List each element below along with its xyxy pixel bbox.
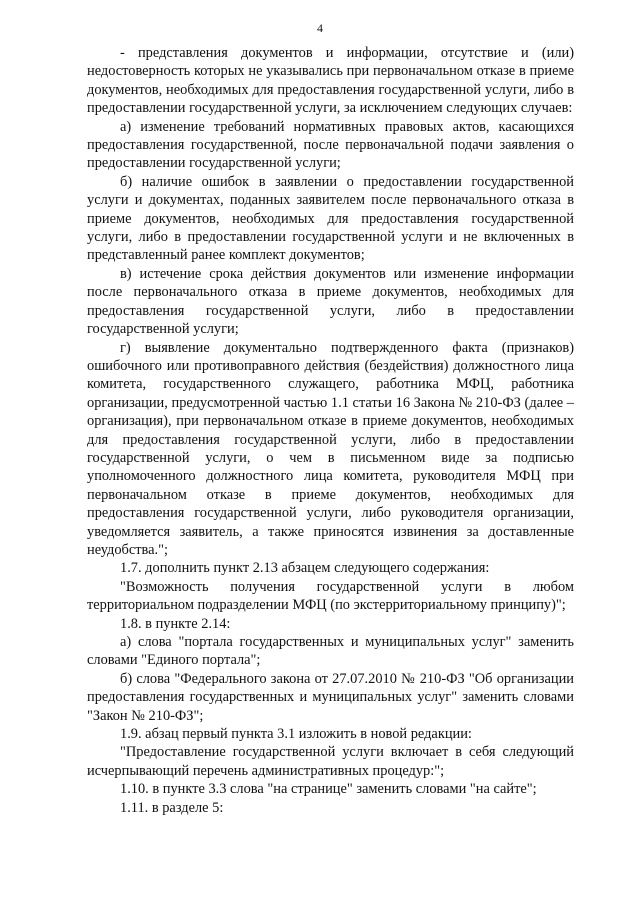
paragraph-5: г) выявление документально подтвержденного факта (признаков) ошибочного или противоправного действия (бездействия) должностного лица комитета, государственного служащего, работника МФЦ, работника организации, предусмотренной частью 1.1 статьи 16 Закона № 210-ФЗ (далее – организация), при первоначальном отказе в приеме документов, необходимых для предоставления государственной услуги, либо в предоставлении государственной услуги, о чем в письменном виде за подписью уполномоченного должностного лица комитета, руководителя МФЦ при первоначальном отказе в приеме документов, необходимых для предоставления государственной услуги, либо руководителя организации, уведомляется заявитель, а также приносятся извинения за доставленные неудобства.";: [87, 339, 574, 558]
paragraph-13: 1.10. в пункте 3.3 слова "на странице" заменить словами "на сайте";: [120, 781, 537, 798]
paragraph-4: в) истечение срока действия документов или изменение информации после первоначального отказа в приеме документов, необходимых для предоставления государственной услуги, либо в предоставлении государственной услуги;: [87, 265, 574, 338]
document-body: [87, 44, 574, 817]
paragraph-2: а) изменение требований нормативных правовых актов, касающихся предоставления государственной, после первоначальной подачи заявления о предоставлении государственной услуги;: [87, 118, 574, 172]
paragraph-3: б) наличие ошибок в заявлении о предоставлении государственной услуги и документах, поданных заявителем после первоначального отказа в приеме документов, необходимых для предоставления государственной услуги, либо в предоставлении государственной услуги и не включенных в представленный ранее комплект документов;: [87, 173, 574, 264]
paragraph-11: 1.9. абзац первый пункта 3.1 изложить в новой редакции:: [120, 726, 472, 743]
page-number: 4: [317, 21, 323, 35]
paragraph-9: а) слова "портала государственных и муниципальных услуг" заменить словами "Единого портала";: [87, 634, 574, 669]
paragraph-12: "Предоставление государственной услуги включает в себя следующий исчерпывающий перечень административных процедур:";: [87, 744, 574, 779]
paragraph-6: 1.7. дополнить пункт 2.13 абзацем следующего содержания:: [120, 560, 490, 577]
paragraph-8: 1.8. в пункте 2.14:: [120, 615, 231, 632]
paragraph-14: 1.11. в разделе 5:: [120, 799, 224, 816]
paragraph-7: "Возможность получения государственной услуги в любом территориальном подразделении МФЦ (по экстерриториальному принципу)";: [87, 578, 574, 614]
paragraph-1: - представления документов и информации, отсутствие и (или) недостоверность которых не указывались при первоначальном отказе в приеме документов, необходимых для предоставления государственной услуги, либо в предоставлении государственной услуги, за исключением следующих случаев:: [87, 45, 574, 117]
paragraph-10: б) слова "Федерального закона от 27.07.2010 № 210-ФЗ "Об организации предоставления государственных и муниципальных услуг" заменить словами "Закон № 210-ФЗ";: [87, 670, 574, 724]
